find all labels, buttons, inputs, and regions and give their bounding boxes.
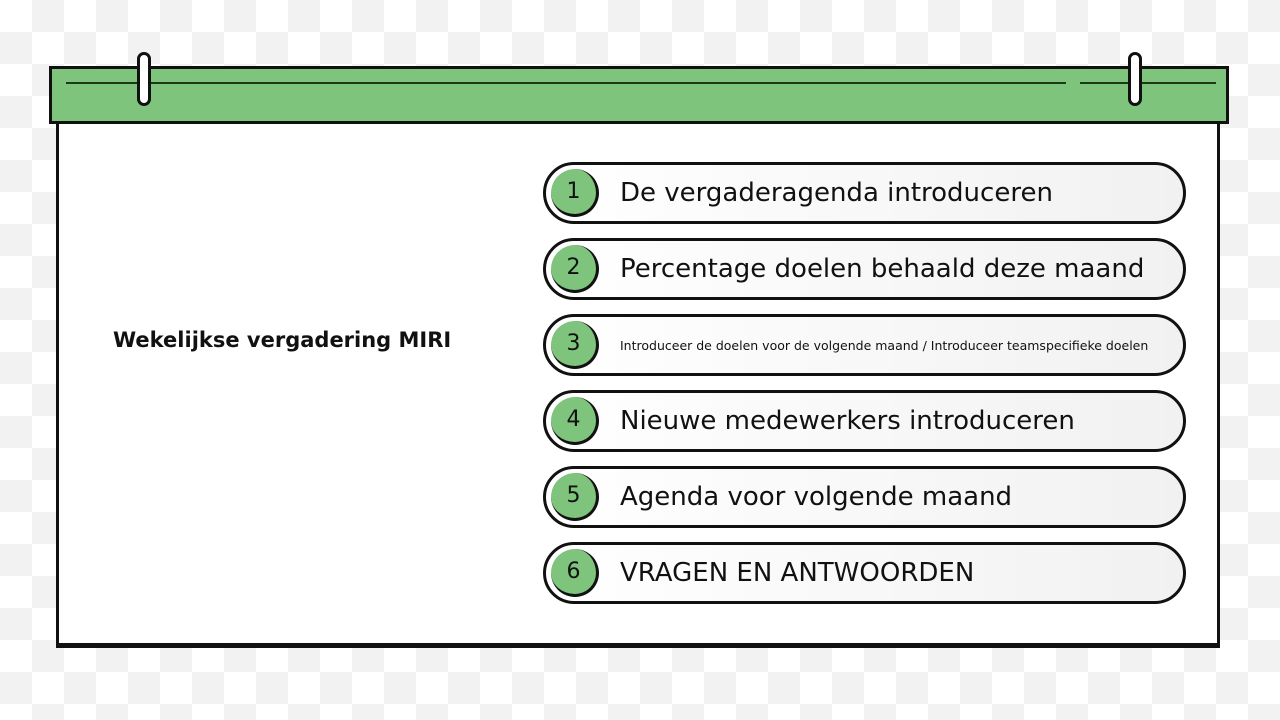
- agenda-number-badge: 4: [551, 397, 599, 445]
- agenda-number-badge: 2: [551, 245, 599, 293]
- header-line-right: [1080, 82, 1216, 84]
- agenda-item-label: VRAGEN EN ANTWOORDEN: [620, 558, 975, 588]
- agenda-list: [543, 162, 1186, 618]
- agenda-item-5: [543, 466, 1186, 528]
- left-pin: [137, 52, 151, 106]
- agenda-item-6: [543, 542, 1186, 604]
- header-line-left: [66, 82, 1066, 84]
- agenda-item-label: Introduceer de doelen voor de volgende maand / Introduceer teamspecifieke doelen: [620, 337, 1149, 353]
- agenda-number-badge: 1: [551, 169, 599, 217]
- agenda-number-badge: 5: [551, 473, 599, 521]
- agenda-item-2: [543, 238, 1186, 300]
- agenda-item-label: Percentage doelen behaald deze maand: [620, 254, 1145, 284]
- agenda-item-4: [543, 390, 1186, 452]
- agenda-item-label: Agenda voor volgende maand: [620, 482, 1013, 512]
- meeting-title: Wekelijkse vergadering MIRI: [113, 328, 452, 352]
- right-pin: [1128, 52, 1142, 106]
- agenda-number-badge: 3: [551, 321, 599, 369]
- agenda-item-label: Nieuwe medewerkers introduceren: [620, 406, 1075, 436]
- agenda-item-3: [543, 314, 1186, 376]
- agenda-item-1: [543, 162, 1186, 224]
- agenda-number-badge: 6: [551, 549, 599, 597]
- header-bar: [49, 66, 1229, 124]
- agenda-item-label: De vergaderagenda introduceren: [620, 178, 1053, 208]
